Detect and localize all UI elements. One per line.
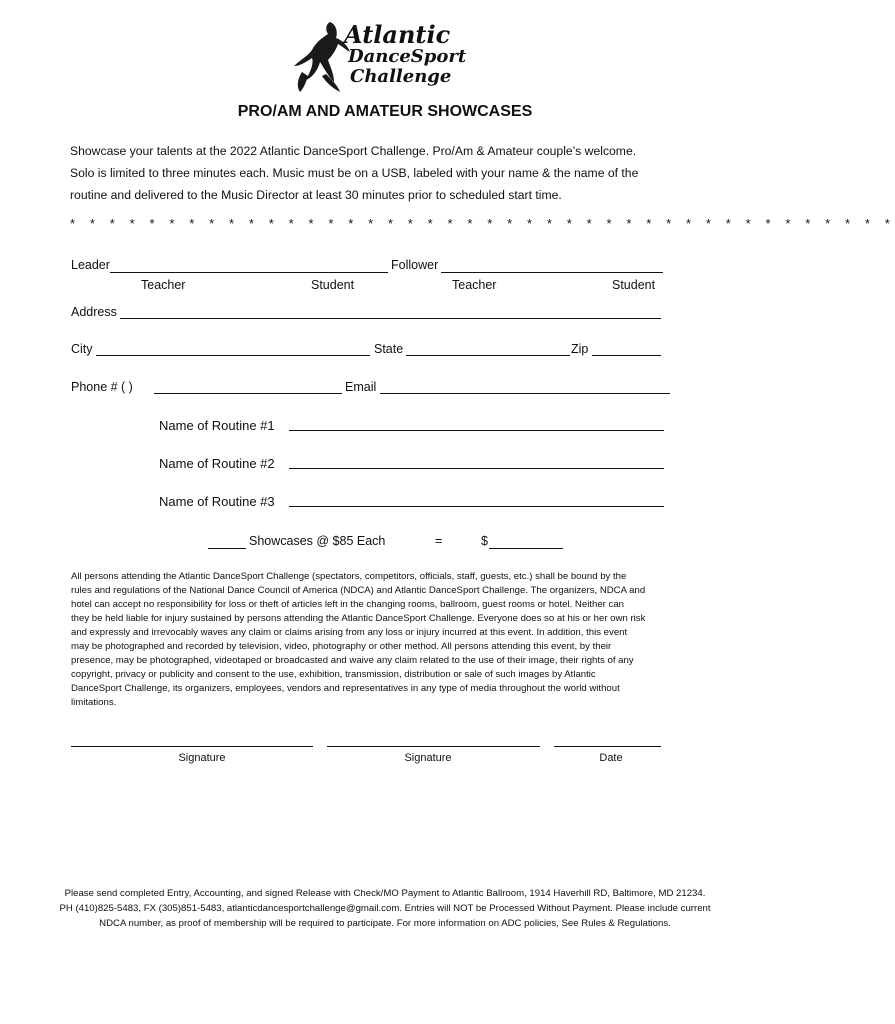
divider-stars: * * * * * * * * * * * * * * * * * * * * * * * * * * * * * * * * * * * * * * * * * * bbox=[70, 216, 895, 231]
signature-1-label: Signature bbox=[178, 752, 226, 764]
release-line: All persons attending the Atlantic DanceSport Challenge (spectators, competitors, officials, staff, guests, etc.) shall be bound by the bbox=[71, 571, 627, 582]
footer-line: Please send completed Entry, Accounting, and signed Release with Check/MO Payment to Atlantic Ballroom, 1914 Haverhill RD, Baltimore, MD 21234. bbox=[64, 888, 706, 899]
zip-field[interactable] bbox=[592, 355, 661, 356]
routine-2-label: Name of Routine #2 bbox=[159, 456, 275, 471]
equals-sign: = bbox=[435, 534, 443, 548]
email-label: Email bbox=[345, 380, 377, 394]
logo-line-3: Challenge bbox=[350, 66, 452, 87]
follower-teacher-label: Teacher bbox=[452, 278, 497, 292]
release-line: presence, may be photographed, videotaped or broadcasted and waive any claim related to the use of their image, their rights of any bbox=[71, 655, 634, 666]
routine-2-field[interactable] bbox=[289, 468, 664, 469]
follower-label: Follower bbox=[391, 258, 439, 272]
routine-3-field[interactable] bbox=[289, 506, 664, 507]
signature-2-label: Signature bbox=[404, 752, 452, 764]
release-line: they be held liable for injury sustained by persons attending the Atlantic DanceSport Challenge. Everyone does so at his or her own risk bbox=[71, 613, 646, 624]
follower-field[interactable] bbox=[441, 272, 663, 273]
release-line: DanceSport Challenge, its organizers, employees, vendors and representatives in any type of media throughout the world without bbox=[71, 683, 620, 694]
zip-label: Zip bbox=[571, 342, 589, 356]
address-label: Address bbox=[71, 305, 117, 319]
footer-line: PH (410)825-5483, FX (305)851-5483, atlanticdancesportchallenge@gmail.com. Entries will NOT be Processed Without Payment. Please include current bbox=[59, 903, 711, 914]
leader-label: Leader bbox=[71, 258, 110, 272]
date-field[interactable] bbox=[554, 746, 661, 747]
logo-line-2: DanceSport bbox=[348, 46, 467, 67]
intro-line: Solo is limited to three minutes each. Music must be on a USB, labeled with your name & the name of the bbox=[70, 166, 639, 180]
showcases-count-field[interactable] bbox=[208, 548, 246, 549]
release-line: copyright, privacy or publicity and consent to the use, exhibition, transmission, distribution or sale of such images by Atlantic bbox=[71, 669, 596, 680]
date-label: Date bbox=[599, 752, 623, 764]
routine-3-label: Name of Routine #3 bbox=[159, 494, 275, 509]
leader-field[interactable] bbox=[110, 272, 388, 273]
state-field[interactable] bbox=[406, 355, 570, 356]
routine-1-field[interactable] bbox=[289, 430, 664, 431]
routine-1-label: Name of Routine #1 bbox=[159, 418, 275, 433]
event-logo bbox=[292, 16, 467, 96]
city-label: City bbox=[71, 342, 93, 356]
dancers-silhouette-icon bbox=[292, 16, 352, 96]
release-line: hotel can accept no responsibility for loss or theft of articles left in the changing rooms, ballroom, guest rooms or hotel. Neither can bbox=[71, 599, 624, 610]
address-field[interactable] bbox=[120, 318, 661, 319]
intro-line: routine and delivered to the Music Director at least 30 minutes prior to scheduled start time. bbox=[70, 188, 562, 202]
page-title: PRO/AM AND AMATEUR SHOWCASES bbox=[237, 103, 533, 120]
footer-instructions bbox=[20, 886, 750, 931]
release-line: and expressly and irrevocably waves any claim or claims arising from any loss or injury incurred at this event. In addition, this event bbox=[71, 627, 628, 638]
release-line: rules and regulations of the National Dance Council of America (NDCA) and Atlantic DanceSport Challenge. The organizers, NDCA and bbox=[71, 585, 646, 596]
showcases-label: Showcases @ $85 Each bbox=[249, 534, 386, 548]
release-line: limitations. bbox=[71, 697, 117, 708]
release-paragraph bbox=[71, 570, 689, 710]
dollar-sign: $ bbox=[481, 534, 488, 548]
total-amount-field[interactable] bbox=[489, 548, 563, 549]
state-label: State bbox=[374, 342, 404, 356]
leader-teacher-label: Teacher bbox=[141, 278, 186, 292]
intro-line: Showcase your talents at the 2022 Atlantic DanceSport Challenge. Pro/Am & Amateur couple’s welcome. bbox=[70, 144, 637, 158]
phone-field[interactable] bbox=[154, 393, 342, 394]
email-field[interactable] bbox=[380, 393, 670, 394]
phone-label: Phone # ( ) bbox=[71, 380, 133, 394]
city-field[interactable] bbox=[96, 355, 370, 356]
release-line: may be photographed and recorded by television, video, photography or other method. All persons attending this event, by their bbox=[71, 641, 612, 652]
follower-student-label: Student bbox=[612, 278, 656, 292]
logo-line-1: Atlantic bbox=[344, 20, 451, 49]
footer-line: NDCA number, as proof of membership will be required to participate. For more information on ADC policies, See Rules & Regulations. bbox=[99, 918, 671, 929]
signature-2-field[interactable] bbox=[327, 746, 540, 747]
leader-student-label: Student bbox=[311, 278, 355, 292]
intro-paragraph bbox=[70, 140, 700, 206]
signature-1-field[interactable] bbox=[71, 746, 313, 747]
